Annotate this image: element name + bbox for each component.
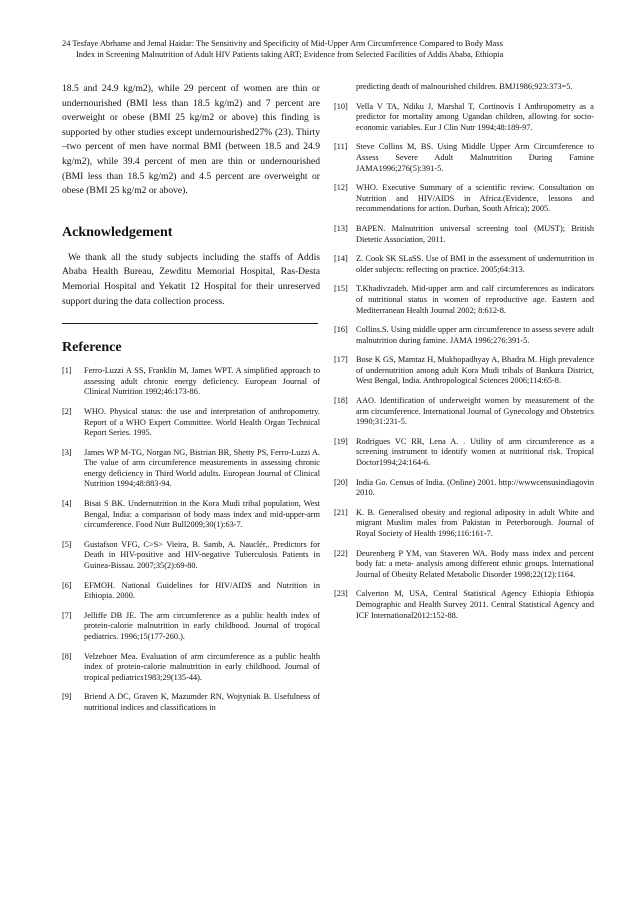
reference-number: [3]	[62, 447, 72, 457]
reference-number: [10]	[334, 101, 348, 111]
reference-text: K. B. Generalised obesity and regional adiposity in adult White and migrant Muslim males from Pakistan in Peterborough. Journal of Royal Society of Health 1996;116:161-7.	[356, 507, 594, 538]
reference-item	[334, 183, 594, 215]
reference-number: [5]	[62, 539, 72, 549]
running-header	[62, 38, 582, 60]
reference-text: Ferro-Luzzi A SS, Franklin M, James WPT. A simplified approach to assessing adult chronic energy deficiency. European Journal of Clinical Nutrition 1992;46:173-86.	[84, 366, 320, 397]
left-column	[62, 82, 320, 723]
reference-number: [7]	[62, 610, 72, 620]
reference-number: [9]	[62, 692, 72, 702]
reference-text: Bisai S BK. Undernutrition in the Kora Mudi tribal population, West Bengal, India: a comparison of body mass index and mid-upper-arm circumference. Food Nutr Bull2009;30(1):63-7.	[84, 499, 320, 530]
reference-text: T.Khadivzadeh. Mid-upper arm and calf circumferences as indicators of nutritional status in women of reproductive age. Eastern and Mediterranean Health Journal 2002; 8:612-8.	[356, 284, 594, 315]
reference-number: [15]	[334, 284, 348, 294]
reference-item	[334, 508, 594, 540]
reference-text: Jelliffe DB JE. The arm circumference as a public health index of protein-calorie malnutrition in early childhood. Journal of tropical pediatrics. 1996;15(177-260.).	[84, 610, 320, 641]
reference-item	[334, 355, 594, 387]
reference-number: [19]	[334, 436, 348, 446]
reference-number: [22]	[334, 548, 348, 558]
reference-item	[62, 448, 320, 490]
reference-text: James WP M-TG, Norgan NG, Bistrian BR, Shetty PS, Ferro-Luzzi A. The value of arm circumference measurements in assessing chronic energy deficiency in Third World adults. European Journal of Clinical Nutrition 1994;48:883-94.	[84, 447, 320, 489]
reference-text: Deurenberg P YM, van Staveren WA. Body mass index and percent body fat: a meta- analysis among different ethnic groups. International Journal of Obesity Related Metabolic Disorder 1998;22(12):1164.	[356, 548, 594, 579]
reference-item	[334, 437, 594, 469]
acknowledgement-text: We thank all the study subjects including the staffs of Addis Ababa Health Bureau, Zewditu Memorial Hospital, Ras-Desta Memorial Hospital and Yekatit 12 Hospital for their unreserved support during the data collection process.	[62, 251, 320, 307]
reference-item	[334, 102, 594, 134]
references-left-list	[62, 366, 320, 713]
reference-number: [20]	[334, 477, 348, 487]
reference-item	[62, 611, 320, 643]
reference-number: [16]	[334, 325, 348, 335]
reference-text: WHO. Executive Summary of a scientific review. Consultation on Nutrition and HIV/AIDS in Africa.(Evidence, lessons and recommendations for action. Durban, South Africa); 2005.	[356, 183, 594, 214]
reference-number: [11]	[334, 142, 348, 152]
reference-item	[334, 478, 594, 499]
reference-text: AAO. Identification of underweight women by measurement of the arm circumference. International Journal of Gynecology and Obstetrics 1990;31:231-5.	[356, 396, 594, 427]
reference-item	[62, 499, 320, 531]
reference-number: [17]	[334, 355, 348, 365]
reference-text: Vella V TA, Ndiku J, Marshal T, Cortinovis I Anthropometry as a predictor for mortality among Ugandan children, allowing for socio-economic variables. Eur J Clin Nutr 1994;48:189-97.	[356, 101, 594, 132]
reference-item	[62, 581, 320, 602]
reference-item	[62, 692, 320, 713]
reference-item	[334, 142, 594, 174]
reference-text: WHO. Physical status: the use and interpretation of anthropometry. Report of a WHO Expert Committee. World Health Organ Technical Report Series. 1995.	[84, 406, 320, 438]
reference-text: BAPEN. Malnutrition universal screening tool (MUST); British Dietetic Association, 2011.	[356, 223, 594, 244]
reference-item	[62, 407, 320, 439]
reference-item	[334, 284, 594, 316]
reference-number: [12]	[334, 183, 348, 193]
reference-text: Steve Collins M, BS. Using Middle Upper Arm Circumference to Assess Severe Adult Malnutrition During Famine JAMA1996;276(5):391-5.	[356, 142, 594, 173]
right-column	[334, 82, 594, 630]
reference-text: Velzeboer Mea. Evaluation of arm circumference as a public health index of protein-calorie malnutrition in early childhood. Journal of tropical pediatrics1983;29(135-44).	[84, 651, 320, 682]
reference-text: Rodrigues VC RR, Lena A. . Utility of arm circumference as a screening instrument to identify women at nutritional risk. Tropical Doctor1994;24:164-6.	[356, 436, 594, 468]
reference-item	[62, 540, 320, 572]
reference-item	[62, 652, 320, 684]
reference-number: [14]	[334, 254, 348, 264]
reference-text: Collins.S. Using middle upper arm circumference to assess severe adult malnutrition during famine. JAMA 1996;276:391-5.	[356, 325, 595, 345]
section-divider	[62, 323, 318, 324]
reference-number: [4]	[62, 499, 72, 509]
reference-text: Calverton M, USA, Central Statistical Agency Ethiopia Ethiopia Demographic and Health Survey 2011. Central Statistical Agency and ICF International2012:152-88.	[356, 589, 594, 620]
references-heading: Reference	[62, 340, 122, 356]
reference-item	[334, 224, 594, 245]
reference-number: [18]	[334, 396, 348, 406]
reference-text: EFMOH. National Guidelines for HIV/AIDS and Nutrition in Ethiopia. 2000.	[84, 580, 320, 601]
reference-number: [13]	[334, 223, 348, 233]
reference-item	[334, 549, 594, 581]
reference-item	[334, 589, 594, 621]
reference-text: Bose K GS, Mamtaz H, Mukhopadhyay A, Bhadra M. High prevalence of undernutrition among adult Kora Mudi tribals of Bankura District, West Bengal, India. Anthropological Sciences 2006;114:65-8.	[356, 355, 594, 386]
reference-9-continuation: predicting death of malnourished children. BMJ1986;923:373=5.	[356, 82, 573, 91]
header-line-2: Index in Screening Malnutrition of Adult HIV Patients taking ART; Evidence from Selected Facilities of Addis Ababa, Ethiopia	[76, 50, 504, 60]
reference-item	[334, 325, 594, 346]
reference-item	[334, 396, 594, 428]
reference-text: India Go. Census of India. (Online) 2001. http://wwwcensusindiagovin 2010.	[356, 477, 594, 498]
reference-number: [6]	[62, 580, 72, 590]
acknowledgement-heading: Acknowledgement	[62, 224, 173, 240]
references-right-list	[334, 102, 594, 622]
reference-number: [8]	[62, 651, 72, 661]
reference-item	[62, 366, 320, 398]
reference-number: [21]	[334, 507, 348, 517]
reference-text: Briend A DC, Graven K, Mazumder RN, Wojtyniak B. Usefulness of nutritional indices and classifications in	[84, 692, 320, 712]
reference-number: [1]	[62, 366, 72, 376]
header-line-1: 24 Tesfaye Abrhame and Jemal Haidar: The Sensitivity and Specificity of Mid-Upper Arm Circumference Compared to Body Mass	[62, 39, 503, 48]
reference-text: Z. Cook SK SLaSS. Use of BMI in the assessment of undernutrition in older subjects: reflecting on practice. 2005;64:313.	[356, 254, 594, 274]
reference-number: [2]	[62, 406, 72, 416]
intro-paragraph: 18.5 and 24.9 kg/m2), while 29 percent of women are thin or undernourished (BMI less than 18.5 kg/m2) and 7 percent are overweight or obese (BMI 25 kg/m2 or above) this finding is supported by other studies except undernourished27% (23). Thirty –two percent of men have normal BMI (between 18.5 and 24.9 kg/m2), while 39.4 percent of men are thin or undernourished (BMI less than 18.5 kg/m2) and 4.5 percent are overweight or obese (BMI 25 kg/m2 or above).	[62, 83, 320, 197]
reference-item	[334, 254, 594, 275]
reference-number: [23]	[334, 589, 348, 599]
reference-text: Gustafson VFG, C>S> Vieira, B. Samb, A. Nauclér,. Predictors for Death in HIV-positive and HIV-negative Tuberculosis Patients in Guinea-Bissau. 2007;35(2):69-80.	[84, 539, 320, 571]
